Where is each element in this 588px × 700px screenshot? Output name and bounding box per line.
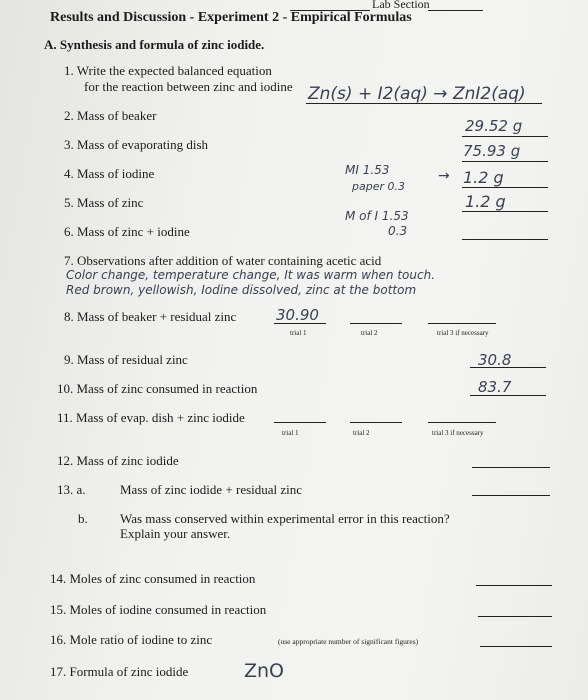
handwritten-zinc-note-1: M of I 1.53 (345, 209, 409, 223)
q7-label: 7. Observations after addition of water containing acetic acid (64, 253, 382, 268)
q12-label: 12. Mass of zinc iodide (57, 453, 179, 468)
q16-answer-line (480, 646, 552, 647)
q8-trial2-caption: trial 2 (361, 329, 378, 337)
handwritten-beaker-zinc-trial1: 30.90 (276, 306, 319, 324)
handwritten-zinc-note-2: 0.3 (388, 224, 408, 238)
lab-section-line (428, 10, 483, 11)
q4-answer-line (462, 187, 548, 188)
q2-answer-line (462, 136, 548, 137)
q13a-label: Mass of zinc iodide + residual zinc (120, 482, 303, 497)
q1-answer-line (306, 103, 542, 104)
q13a-number: 13. a. (57, 482, 86, 497)
handwritten-residual-zinc: 30.8 (478, 351, 512, 369)
handwritten-observation-line1: Color change, temperature change, It was warm when touch. (66, 268, 436, 282)
q16-label: 16. Mole ratio of iodine to zinc (50, 632, 213, 647)
q13b-label-line2: Explain your answer. (120, 526, 231, 541)
q3-answer-line (462, 161, 548, 162)
q16-note: (use appropriate number of significant figures) (278, 637, 419, 646)
q11-trial2-line (350, 422, 402, 423)
q10-answer-line (470, 395, 546, 396)
q4-label: 4. Mass of iodine (64, 166, 155, 181)
q9-answer-line (470, 367, 546, 368)
q13b-number: b. (78, 511, 88, 526)
q14-answer-line (476, 585, 552, 586)
q14-label: 14. Moles of zinc consumed in reaction (50, 571, 256, 586)
q11-trial3-caption: trial 3 if necessary (432, 429, 484, 437)
q8-trial1-line (274, 323, 326, 324)
handwritten-beaker-mass: 29.52 g (465, 117, 523, 135)
q9-label: 9. Mass of residual zinc (64, 352, 188, 367)
q11-trial3-line (428, 422, 496, 423)
q13a-answer-line (472, 495, 550, 496)
handwritten-formula: ZnO (244, 660, 285, 682)
q3-label: 3. Mass of evaporating dish (64, 137, 209, 152)
q11-trial1-line (274, 422, 326, 423)
q11-trial2-caption: trial 2 (353, 429, 370, 437)
handwritten-dish-mass: 75.93 g (463, 142, 521, 160)
q11-trial1-caption: trial 1 (282, 429, 299, 437)
handwritten-iodine-note-2: paper 0.3 (352, 180, 405, 193)
handwritten-zinc-mass: 1.2 g (465, 192, 506, 211)
q15-label: 15. Moles of iodine consumed in reaction (50, 602, 267, 617)
handwritten-equation: Zn(s) + I2(aq) → ZnI2(aq) (308, 84, 526, 104)
handwritten-iodine-note-1: MI 1.53 (345, 163, 390, 177)
q8-trial3-line (428, 323, 496, 324)
handwritten-zinc-consumed: 83.7 (478, 378, 512, 396)
q6-label: 6. Mass of zinc + iodine (64, 224, 190, 239)
handwritten-arrow: → (438, 168, 450, 184)
section-a-heading: A. Synthesis and formula of zinc iodide. (44, 37, 265, 52)
q5-label: 5. Mass of zinc (64, 195, 144, 210)
handwritten-iodine-mass: 1.2 g (463, 168, 504, 187)
q17-label: 17. Formula of zinc iodide (50, 664, 189, 679)
page-title: Results and Discussion - Experiment 2 - Empirical Formulas (50, 10, 412, 25)
q8-label: 8. Mass of beaker + residual zinc (64, 309, 237, 324)
q8-trial1-caption: trial 1 (290, 329, 307, 337)
q6-answer-line (462, 239, 548, 240)
q8-trial3-caption: trial 3 if necessary (437, 329, 489, 337)
q12-answer-line (472, 467, 550, 468)
q5-answer-line (462, 211, 548, 212)
q8-trial2-line (350, 323, 402, 324)
q1-label-line1: 1. Write the expected balanced equation (64, 63, 272, 78)
q1-label-line2: for the reaction between zinc and iodine (84, 79, 293, 94)
q10-label: 10. Mass of zinc consumed in reaction (57, 381, 258, 396)
q11-label: 11. Mass of evap. dish + zinc iodide (57, 410, 245, 425)
q13b-label-line1: Was mass conserved within experimental error in this reaction? (120, 511, 450, 526)
q2-label: 2. Mass of beaker (64, 108, 157, 123)
q15-answer-line (478, 616, 552, 617)
handwritten-observation-line2: Red brown, yellowish, Iodine dissolved, zinc at the bottom (66, 283, 417, 297)
lab-section-label: Lab Section (372, 0, 430, 11)
